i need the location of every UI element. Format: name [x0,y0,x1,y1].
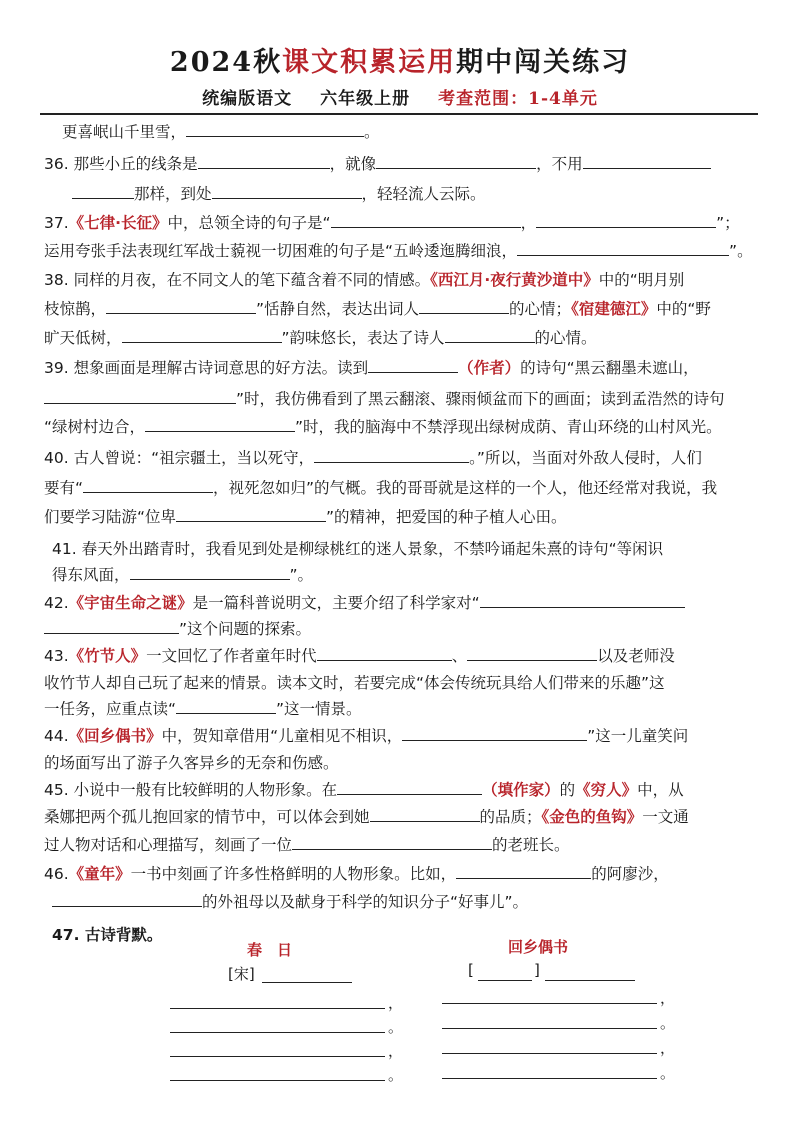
question-38-line-2: 枝惊鹊， ”恬静自然，表达出词人 的心情；《宿建德江》中的“野 [44,300,711,318]
exam-scope: 考查范围：1-4单元 [438,89,598,109]
question-35-line: 更喜岷山千里雪， 。 [62,123,380,141]
poem-1-dynasty: [宋] [228,965,255,983]
question-47-label: 47. 古诗背默。 [52,926,163,944]
answer-blank[interactable] [337,779,482,795]
question-40-line-3: 们要学习陆游“位卑 ”的精神，把爱国的种子植人心田。 [44,508,567,526]
poem-2-author-blank[interactable] [545,980,635,981]
question-40-line-2: 要有“ ，视死忽如归”的气概。我的哥哥就是这样的一个人，他还经常对我说，我 [44,479,718,497]
answer-blank[interactable] [292,834,492,850]
answer-blank[interactable] [517,240,729,256]
question-44-line-1: 44.《回乡偶书》中，贺知章借用“儿童相见不相识， ”这一儿童笑问 [44,727,689,745]
answer-blank[interactable] [583,153,711,169]
question-46-line-2: 的外祖母以及献身于科学的知识分子“好事儿”。 [52,891,528,913]
answer-blank[interactable] [402,725,587,741]
answer-blank[interactable] [480,592,685,608]
answer-blank[interactable] [370,806,480,822]
answer-blank[interactable] [467,645,597,661]
question-36-line-1: 36. 那些小丘的线条是 ，就像 ，不用 [44,153,711,175]
answer-blank[interactable] [445,327,535,343]
question-39-line-3: “绿树村边合， ”时，我的脑海中不禁浮现出绿树成荫、青山环绕的山村风光。 [44,418,722,436]
punct: ， [388,1042,404,1060]
question-46-line-1: 46.《童年》一书中刻画了许多性格鲜明的人物形象。比如， 的阿廖沙， [44,865,669,883]
answer-blank[interactable] [536,212,716,228]
poem-1-author-blank[interactable] [262,982,352,983]
poem-1-line-2-blank[interactable] [170,1032,385,1033]
punct: ， [388,994,404,1012]
punct: 。 [660,1064,676,1082]
header-divider [40,113,758,115]
answer-blank[interactable] [419,298,509,314]
answer-blank[interactable] [106,298,256,314]
answer-blank[interactable] [176,698,276,714]
bracket: ] [534,961,540,979]
question-41-line-2: 得东风面， ”。 [52,566,314,584]
question-43-line-3: 一任务，应重点读“ ”这一情景。 [44,700,362,718]
question-39-line-2: ”时，我仿佛看到了黑云翻滚、骤雨倾盆而下的画面；读到孟浩然的诗句 [44,388,725,410]
page-title: 2024秋课文积累运用期中闯关练习 [169,47,631,78]
answer-blank[interactable] [83,477,213,493]
question-43-line-2: 收竹节人却自己玩了起来的情景。读本文时，若要完成“体会传统玩具给人们带来的乐趣”这 [44,674,665,692]
poem-2-line-3-blank[interactable] [442,1053,657,1054]
answer-blank[interactable] [176,506,326,522]
poem-2-title: 回乡偶书 [508,938,569,956]
punct: ， [660,989,676,1007]
answer-blank[interactable] [145,416,295,432]
question-45-line-2: 桑娜把两个孤儿抱回家的情节中，可以体会到她 的品质；《金色的鱼钩》一文通 [44,808,689,826]
punct: ， [660,1039,676,1057]
answer-blank[interactable] [198,153,330,169]
punct: 。 [660,1014,676,1032]
poem-2-line-1-blank[interactable] [442,1003,657,1004]
answer-blank[interactable] [456,863,591,879]
answer-blank[interactable] [376,153,536,169]
bracket: [ [468,961,474,979]
question-40-line-1: 40. 古人曾说：“祖宗疆土，当以死守， 。”所以，当面对外敌人侵时，人们 [44,449,702,467]
punct: 。 [388,1018,404,1036]
question-44-line-2: 的场面写出了游子久客异乡的无奈和伤感。 [44,754,339,772]
answer-blank[interactable] [72,183,134,199]
question-39-line-1: 39. 想象画面是理解古诗词意思的好方法。读到 （作者）的诗句“黑云翻墨未遮山， [44,359,699,377]
poem-1-line-1-blank[interactable] [170,1008,385,1009]
question-36-line-2: 那样，到处 ，轻轻流人云际。 [72,183,486,205]
answer-blank[interactable] [130,564,290,580]
answer-blank[interactable] [44,388,236,404]
question-38-line-3: 旷天低树， ”韵味悠长，表达了诗人 的心情。 [44,329,597,347]
answer-blank[interactable] [314,447,469,463]
answer-blank[interactable] [52,891,202,907]
poem-1-title: 春 日 [247,941,293,959]
grade: 六年级上册 [320,89,411,109]
poem-1-line-4-blank[interactable] [170,1080,385,1081]
poem-2-dynasty-blank[interactable] [478,980,532,981]
edition: 统编版语文 [202,89,293,109]
answer-blank[interactable] [212,183,362,199]
question-38-line-1: 38. 同样的月夜，在不同文人的笔下蕴含着不同的情感。《西江月·夜行黄沙道中》中的“明月别 [44,271,685,289]
question-45-line-1: 45. 小说中一般有比较鲜明的人物形象。在 （填作家）的《穷人》中，从 [44,781,684,799]
question-37-line-1: 37.《七律·长征》中，总领全诗的句子是“ ， ”； [44,214,740,232]
page-subtitle [0,84,800,109]
poem-2-line-4-blank[interactable] [442,1078,657,1079]
poem-1-line-3-blank[interactable] [170,1056,385,1057]
answer-blank[interactable] [186,121,364,137]
question-41-line-1: 41. 春天外出踏青时，我看见到处是柳绿桃红的迷人景象，不禁吟诵起朱熹的诗句“等闲识 [52,540,664,558]
punct: 。 [388,1066,404,1084]
answer-blank[interactable] [44,618,179,634]
question-43-line-1: 43.《竹节人》一文回忆了作者童年时代 、 以及老师没 [44,647,675,665]
answer-blank[interactable] [317,645,452,661]
question-45-line-3: 过人物对话和心理描写，刻画了一位 的老班长。 [44,836,570,854]
question-42-line-2: ”这个问题的探索。 [44,618,311,640]
answer-blank[interactable] [368,357,458,373]
question-37-line-2: 运用夸张手法表现红军战士藐视一切困难的句子是“五岭逶迤腾细浪， ”。 [44,242,753,260]
answer-blank[interactable] [122,327,282,343]
poem-2-line-2-blank[interactable] [442,1028,657,1029]
question-42-line-1: 42.《宇宙生命之谜》是一篇科普说明文，主要介绍了科学家对“ [44,592,685,614]
answer-blank[interactable] [331,212,521,228]
